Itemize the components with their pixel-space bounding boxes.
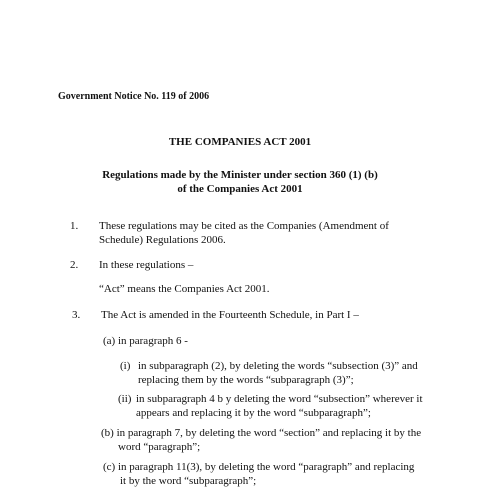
sub-a-ii-number: (ii) xyxy=(118,393,132,405)
sub-a-i-number: (i) xyxy=(120,360,131,372)
sub-c-line2: it by the word “subparagraph”; xyxy=(120,475,257,487)
sub-a-ii-line1: in subparagraph 4 b y deleting the word “subsection” wherever it xyxy=(136,393,423,405)
sub-a-heading: (a) in paragraph 6 - xyxy=(103,335,188,347)
sub-a-i-line2: replacing them by the words “subparagraph (3)”; xyxy=(138,374,354,386)
act-title: THE COMPANIES ACT 2001 xyxy=(168,136,312,148)
item-1-text-line1: These regulations may be cited as the Companies (Amendment of xyxy=(99,220,389,232)
act-definition: “Act” means the Companies Act 2001. xyxy=(99,283,270,295)
sub-a-ii-line2: appears and replacing it by the word “subparagraph”; xyxy=(136,407,371,419)
item-2-text: In these regulations – xyxy=(99,259,194,271)
regulations-subtitle-line1: Regulations made by the Minister under section 360 (1) (b) xyxy=(102,169,378,181)
item-2-number: 2. xyxy=(70,259,79,271)
regulations-subtitle-line2: of the Companies Act 2001 xyxy=(177,183,303,195)
item-1-number: 1. xyxy=(70,220,79,232)
item-1-text-line2: Schedule) Regulations 2006. xyxy=(99,234,226,246)
sub-a-i-line1: in subparagraph (2), by deleting the words “subsection (3)” and xyxy=(138,360,418,372)
item-3-number: 3. xyxy=(72,309,81,321)
notice-number: Government Notice No. 119 of 2006 xyxy=(58,91,210,102)
sub-b-line1: (b) in paragraph 7, by deleting the word “section” and replacing it by the xyxy=(101,427,422,439)
sub-c-line1: (c) in paragraph 11(3), by deleting the word “paragraph” and replacing xyxy=(103,461,415,473)
item-3-text: The Act is amended in the Fourteenth Schedule, in Part I – xyxy=(101,309,359,321)
sub-b-line2: word “paragraph”; xyxy=(118,441,201,453)
